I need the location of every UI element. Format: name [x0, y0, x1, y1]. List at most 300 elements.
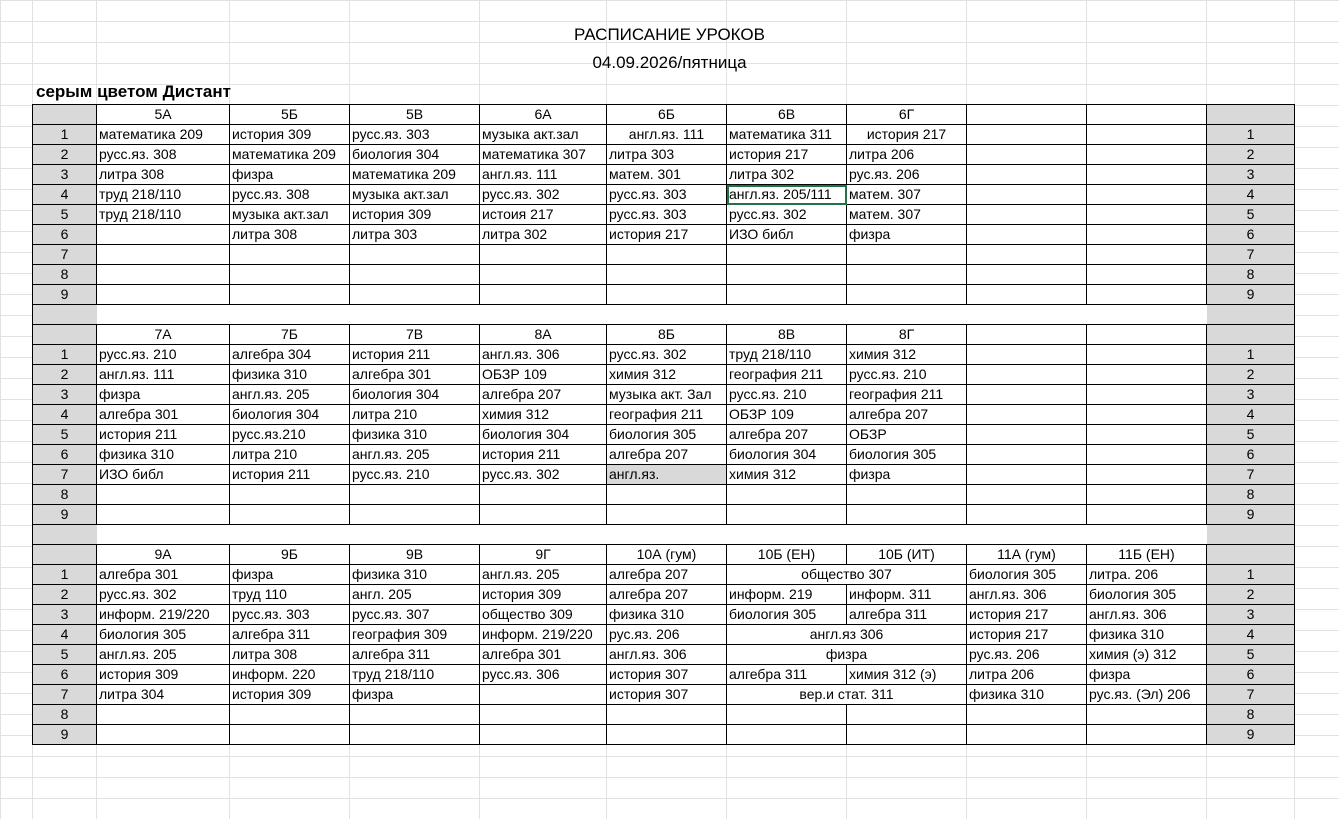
lesson-number-right[interactable]: 1 — [1207, 125, 1295, 145]
lesson-cell[interactable] — [967, 165, 1087, 185]
lesson-cell[interactable] — [607, 725, 727, 745]
lesson-cell[interactable]: биология 305 — [97, 625, 230, 645]
lesson-cell[interactable]: русс.яз. 306 — [480, 665, 607, 685]
lesson-cell[interactable]: рус.яз. (Эл) 206 — [1087, 685, 1207, 705]
separator-cell[interactable] — [1207, 525, 1295, 545]
lesson-number-right[interactable]: 8 — [1207, 705, 1295, 725]
lesson-cell[interactable]: биология 304 — [230, 405, 350, 425]
lesson-cell[interactable]: информ. 219 — [727, 585, 847, 605]
lesson-cell[interactable] — [1087, 485, 1207, 505]
class-header[interactable]: 6В — [727, 105, 847, 125]
lesson-number[interactable]: 4 — [33, 625, 97, 645]
lesson-cell[interactable] — [1087, 225, 1207, 245]
lesson-number-right[interactable]: 3 — [1207, 605, 1295, 625]
class-header[interactable] — [967, 105, 1087, 125]
lesson-cell[interactable]: математика 311 — [727, 125, 847, 145]
lesson-cell[interactable]: география 211 — [607, 405, 727, 425]
lesson-cell[interactable]: информ. 219/220 — [480, 625, 607, 645]
lesson-cell[interactable] — [847, 725, 967, 745]
lesson-cell[interactable] — [967, 725, 1087, 745]
lesson-cell[interactable]: информ. 219/220 — [97, 605, 230, 625]
lesson-cell[interactable] — [967, 185, 1087, 205]
lesson-cell[interactable] — [230, 485, 350, 505]
lesson-cell[interactable]: литра 304 — [97, 685, 230, 705]
separator-cell[interactable] — [480, 305, 607, 325]
lesson-cell[interactable]: литра 210 — [350, 405, 480, 425]
lesson-number[interactable]: 3 — [33, 165, 97, 185]
lesson-cell[interactable] — [607, 265, 727, 285]
lesson-cell[interactable]: англ.яз. 111 — [480, 165, 607, 185]
lesson-cell[interactable]: химия (э) 312 — [1087, 645, 1207, 665]
lesson-cell[interactable] — [350, 245, 480, 265]
lesson-cell[interactable]: история 307 — [607, 665, 727, 685]
lesson-cell[interactable]: математика 307 — [480, 145, 607, 165]
lesson-cell[interactable] — [967, 285, 1087, 305]
separator-cell[interactable] — [97, 305, 230, 325]
lesson-cell[interactable]: алгебра 207 — [847, 405, 967, 425]
lesson-cell[interactable]: русс.яз. 303 — [607, 205, 727, 225]
lesson-cell[interactable] — [847, 285, 967, 305]
lesson-cell[interactable]: англ.яз. 306 — [607, 645, 727, 665]
lesson-cell[interactable] — [480, 705, 607, 725]
lesson-cell[interactable]: история 217 — [607, 225, 727, 245]
lesson-cell[interactable]: труд 218/110 — [97, 185, 230, 205]
lesson-cell[interactable]: история 211 — [350, 345, 480, 365]
lesson-number-right[interactable]: 5 — [1207, 205, 1295, 225]
lesson-cell[interactable]: матем. 307 — [847, 185, 967, 205]
separator-cell[interactable] — [607, 525, 727, 545]
lesson-cell[interactable]: матем. 307 — [847, 205, 967, 225]
lesson-cell[interactable]: алгебра 311 — [230, 625, 350, 645]
lesson-number-right[interactable]: 7 — [1207, 685, 1295, 705]
lesson-cell[interactable]: ОБЗР 109 — [480, 365, 607, 385]
lesson-cell[interactable] — [97, 485, 230, 505]
lesson-cell[interactable]: русс.яз. 307 — [350, 605, 480, 625]
separator-cell[interactable] — [847, 305, 967, 325]
lesson-number[interactable]: 8 — [33, 705, 97, 725]
lesson-cell[interactable] — [350, 285, 480, 305]
class-header[interactable]: 5В — [350, 105, 480, 125]
row-number-cell[interactable] — [1207, 545, 1295, 565]
lesson-cell[interactable]: история 217 — [967, 605, 1087, 625]
lesson-cell[interactable]: русс.яз.210 — [230, 425, 350, 445]
lesson-cell[interactable]: алгебра 207 — [607, 565, 727, 585]
class-header[interactable] — [1087, 325, 1207, 345]
lesson-cell[interactable] — [967, 485, 1087, 505]
lesson-cell[interactable]: физра — [847, 465, 967, 485]
lesson-cell[interactable] — [350, 485, 480, 505]
lesson-number-right[interactable]: 1 — [1207, 345, 1295, 365]
lesson-cell[interactable]: физика 310 — [350, 425, 480, 445]
lesson-cell[interactable] — [1087, 345, 1207, 365]
lesson-cell[interactable]: литра 302 — [727, 165, 847, 185]
row-number-cell[interactable] — [33, 325, 97, 345]
lesson-cell[interactable] — [97, 505, 230, 525]
lesson-cell[interactable] — [1087, 385, 1207, 405]
lesson-cell[interactable]: русс.яз. 302 — [607, 345, 727, 365]
lesson-cell[interactable]: история 217 — [727, 145, 847, 165]
lesson-cell[interactable] — [97, 245, 230, 265]
class-header[interactable]: 9Г — [480, 545, 607, 565]
lesson-cell[interactable] — [1087, 445, 1207, 465]
lesson-number-right[interactable]: 6 — [1207, 445, 1295, 465]
class-header[interactable]: 7А — [97, 325, 230, 345]
lesson-cell[interactable]: русс.яз. 210 — [847, 365, 967, 385]
lesson-cell[interactable]: литра 206 — [847, 145, 967, 165]
class-header[interactable]: 10А (гум) — [607, 545, 727, 565]
class-header[interactable]: 5Б — [230, 105, 350, 125]
lesson-cell[interactable]: общество 309 — [480, 605, 607, 625]
lesson-cell[interactable]: англ.яз. 205 — [350, 445, 480, 465]
lesson-number[interactable]: 9 — [33, 725, 97, 745]
lesson-cell[interactable] — [967, 145, 1087, 165]
separator-cell[interactable] — [727, 305, 847, 325]
lesson-cell[interactable] — [967, 265, 1087, 285]
lesson-number[interactable]: 6 — [33, 225, 97, 245]
lesson-cell[interactable] — [97, 285, 230, 305]
lesson-cell[interactable]: литра. 206 — [1087, 565, 1207, 585]
lesson-number-right[interactable]: 2 — [1207, 585, 1295, 605]
lesson-cell[interactable]: физика 310 — [967, 685, 1087, 705]
lesson-cell[interactable]: физра — [97, 385, 230, 405]
lesson-cell[interactable]: физра — [847, 225, 967, 245]
lesson-cell[interactable] — [727, 725, 847, 745]
lesson-number-right[interactable]: 3 — [1207, 385, 1295, 405]
separator-cell[interactable] — [1207, 305, 1295, 325]
lesson-number[interactable]: 6 — [33, 665, 97, 685]
lesson-cell[interactable]: история 211 — [97, 425, 230, 445]
lesson-cell[interactable]: литра 206 — [967, 665, 1087, 685]
class-header[interactable]: 6Г — [847, 105, 967, 125]
separator-cell[interactable] — [967, 305, 1087, 325]
lesson-cell[interactable] — [1087, 145, 1207, 165]
lesson-cell[interactable]: физика 310 — [1087, 625, 1207, 645]
lesson-cell[interactable]: алгебра 311 — [727, 665, 847, 685]
lesson-number[interactable]: 2 — [33, 145, 97, 165]
separator-cell[interactable] — [847, 525, 967, 545]
lesson-cell[interactable]: физика 310 — [97, 445, 230, 465]
class-header[interactable]: 6Б — [607, 105, 727, 125]
lesson-cell[interactable]: история 307 — [607, 685, 727, 705]
lesson-number-right[interactable]: 6 — [1207, 225, 1295, 245]
lesson-cell[interactable]: биология 305 — [727, 605, 847, 625]
class-header[interactable]: 6А — [480, 105, 607, 125]
lesson-cell[interactable]: биология 305 — [607, 425, 727, 445]
lesson-cell[interactable]: история 309 — [350, 205, 480, 225]
lesson-cell[interactable] — [1087, 405, 1207, 425]
lesson-cell[interactable] — [607, 245, 727, 265]
lesson-cell[interactable] — [350, 265, 480, 285]
lesson-cell[interactable] — [607, 285, 727, 305]
lesson-number[interactable]: 7 — [33, 245, 97, 265]
lesson-cell[interactable] — [350, 725, 480, 745]
lesson-cell[interactable] — [967, 225, 1087, 245]
lesson-cell[interactable]: рус.яз. 206 — [847, 165, 967, 185]
lesson-cell[interactable]: история 217 — [967, 625, 1087, 645]
lesson-cell[interactable] — [1087, 245, 1207, 265]
class-header[interactable]: 8Б — [607, 325, 727, 345]
lesson-number[interactable]: 3 — [33, 385, 97, 405]
lesson-number[interactable]: 6 — [33, 445, 97, 465]
lesson-cell[interactable]: химия 312 — [727, 465, 847, 485]
lesson-cell[interactable] — [1087, 185, 1207, 205]
lesson-cell[interactable] — [480, 685, 607, 705]
lesson-cell[interactable]: география 211 — [847, 385, 967, 405]
lesson-cell[interactable]: англ.яз. 205 — [230, 385, 350, 405]
row-number-cell[interactable] — [1207, 105, 1295, 125]
merged-lesson-cell[interactable]: общество 307 — [727, 565, 967, 585]
lesson-cell[interactable] — [1087, 285, 1207, 305]
lesson-cell[interactable]: русс.яз. 210 — [97, 345, 230, 365]
lesson-cell[interactable]: русс.яз. 303 — [230, 605, 350, 625]
lesson-cell[interactable] — [727, 705, 847, 725]
lesson-cell[interactable]: алгебра 207 — [607, 585, 727, 605]
lesson-cell[interactable]: физра — [230, 565, 350, 585]
lesson-cell[interactable] — [847, 265, 967, 285]
class-header[interactable] — [1087, 105, 1207, 125]
lesson-number[interactable]: 1 — [33, 125, 97, 145]
merged-lesson-cell[interactable]: англ.яз 306 — [727, 625, 967, 645]
lesson-cell[interactable] — [967, 505, 1087, 525]
lesson-cell[interactable] — [967, 205, 1087, 225]
lesson-number[interactable]: 4 — [33, 405, 97, 425]
lesson-cell[interactable]: англ.яз. 205 — [480, 565, 607, 585]
lesson-cell[interactable] — [230, 265, 350, 285]
lesson-cell[interactable]: литра 308 — [97, 165, 230, 185]
lesson-cell[interactable]: музыка акт. Зал — [607, 385, 727, 405]
lesson-number[interactable]: 9 — [33, 505, 97, 525]
lesson-cell[interactable]: физра — [230, 165, 350, 185]
lesson-cell[interactable] — [350, 705, 480, 725]
lesson-cell[interactable]: литра 303 — [607, 145, 727, 165]
lesson-number-right[interactable]: 9 — [1207, 285, 1295, 305]
lesson-cell[interactable]: история 309 — [97, 665, 230, 685]
lesson-cell[interactable]: химия 312 (э) — [847, 665, 967, 685]
lesson-cell[interactable]: музыка акт.зал — [350, 185, 480, 205]
lesson-cell[interactable] — [967, 465, 1087, 485]
merged-lesson-cell[interactable]: вер.и стат. 311 — [727, 685, 967, 705]
selected-cell[interactable]: англ.яз. 205/111 — [727, 185, 847, 205]
lesson-number-right[interactable]: 5 — [1207, 645, 1295, 665]
lesson-cell[interactable] — [97, 225, 230, 245]
lesson-cell[interactable]: математика 209 — [350, 165, 480, 185]
lesson-number[interactable]: 7 — [33, 465, 97, 485]
lesson-cell[interactable] — [230, 285, 350, 305]
lesson-cell[interactable]: история 309 — [230, 125, 350, 145]
separator-cell[interactable] — [607, 305, 727, 325]
lesson-cell[interactable] — [967, 345, 1087, 365]
lesson-cell[interactable]: труд 110 — [230, 585, 350, 605]
lesson-cell[interactable]: биология 305 — [847, 445, 967, 465]
lesson-cell[interactable]: труд 218/110 — [97, 205, 230, 225]
lesson-cell[interactable]: биология 305 — [1087, 585, 1207, 605]
class-header[interactable]: 7В — [350, 325, 480, 345]
class-header[interactable]: 9В — [350, 545, 480, 565]
lesson-cell[interactable]: англ.яз. 111 — [97, 365, 230, 385]
lesson-number-right[interactable]: 4 — [1207, 185, 1295, 205]
lesson-cell[interactable] — [480, 725, 607, 745]
class-header[interactable]: 9Б — [230, 545, 350, 565]
lesson-cell[interactable]: ИЗО библ — [727, 225, 847, 245]
lesson-cell[interactable] — [967, 125, 1087, 145]
lesson-cell[interactable] — [967, 445, 1087, 465]
lesson-cell[interactable] — [727, 505, 847, 525]
lesson-cell[interactable] — [847, 485, 967, 505]
lesson-cell[interactable] — [230, 245, 350, 265]
lesson-number-right[interactable]: 6 — [1207, 665, 1295, 685]
lesson-cell[interactable] — [1087, 725, 1207, 745]
lesson-cell[interactable]: англ.яз. 111 — [607, 125, 727, 145]
lesson-cell[interactable]: литра 308 — [230, 225, 350, 245]
lesson-cell[interactable]: рус.яз. 206 — [967, 645, 1087, 665]
lesson-cell[interactable]: алгебра 301 — [97, 565, 230, 585]
lesson-cell[interactable]: русс.яз. 210 — [350, 465, 480, 485]
class-header[interactable]: 8Г — [847, 325, 967, 345]
lesson-number-right[interactable]: 8 — [1207, 485, 1295, 505]
lesson-cell[interactable]: матем. 301 — [607, 165, 727, 185]
lesson-cell[interactable] — [480, 285, 607, 305]
lesson-cell[interactable]: труд 218/110 — [727, 345, 847, 365]
lesson-number-right[interactable]: 4 — [1207, 405, 1295, 425]
row-number-cell[interactable] — [33, 105, 97, 125]
lesson-cell[interactable]: алгебра 301 — [350, 365, 480, 385]
lesson-number-right[interactable]: 9 — [1207, 725, 1295, 745]
lesson-cell[interactable]: алгебра 207 — [607, 445, 727, 465]
separator-cell[interactable] — [97, 525, 230, 545]
lesson-cell[interactable]: биология 304 — [350, 385, 480, 405]
lesson-number-right[interactable]: 7 — [1207, 465, 1295, 485]
separator-cell[interactable] — [1087, 525, 1207, 545]
class-header[interactable]: 9А — [97, 545, 230, 565]
lesson-cell[interactable]: история 309 — [480, 585, 607, 605]
lesson-cell[interactable]: информ. 220 — [230, 665, 350, 685]
lesson-cell[interactable] — [967, 365, 1087, 385]
lesson-number-right[interactable]: 5 — [1207, 425, 1295, 445]
lesson-number[interactable]: 8 — [33, 485, 97, 505]
separator-cell[interactable] — [480, 525, 607, 545]
lesson-cell[interactable] — [97, 725, 230, 745]
lesson-number[interactable]: 5 — [33, 425, 97, 445]
lesson-number-right[interactable]: 9 — [1207, 505, 1295, 525]
separator-cell[interactable] — [967, 525, 1087, 545]
lesson-number-right[interactable]: 8 — [1207, 265, 1295, 285]
lesson-cell[interactable]: истоия 217 — [480, 205, 607, 225]
lesson-cell[interactable]: информ. 311 — [847, 585, 967, 605]
separator-cell[interactable] — [33, 525, 97, 545]
lesson-cell[interactable]: биология 304 — [727, 445, 847, 465]
class-header[interactable]: 8А — [480, 325, 607, 345]
lesson-number[interactable]: 8 — [33, 265, 97, 285]
lesson-cell[interactable]: биология 304 — [480, 425, 607, 445]
lesson-number-right[interactable]: 2 — [1207, 145, 1295, 165]
lesson-cell[interactable]: русс.яз. 308 — [230, 185, 350, 205]
lesson-cell[interactable]: физика 310 — [350, 565, 480, 585]
lesson-number[interactable]: 5 — [33, 645, 97, 665]
lesson-cell[interactable] — [1087, 705, 1207, 725]
lesson-number[interactable]: 5 — [33, 205, 97, 225]
lesson-cell[interactable] — [607, 485, 727, 505]
lesson-number[interactable]: 4 — [33, 185, 97, 205]
lesson-cell[interactable] — [847, 505, 967, 525]
lesson-cell[interactable]: русс.яз. 303 — [607, 185, 727, 205]
row-number-cell[interactable] — [1207, 325, 1295, 345]
lesson-number[interactable]: 7 — [33, 685, 97, 705]
lesson-cell[interactable] — [230, 725, 350, 745]
lesson-cell[interactable] — [1087, 205, 1207, 225]
lesson-cell[interactable]: биология 304 — [350, 145, 480, 165]
lesson-cell[interactable] — [480, 505, 607, 525]
lesson-cell[interactable] — [967, 385, 1087, 405]
lesson-cell[interactable]: алгебра 311 — [847, 605, 967, 625]
lesson-cell[interactable]: русс.яз. 308 — [97, 145, 230, 165]
lesson-cell[interactable]: русс.яз. 302 — [727, 205, 847, 225]
lesson-cell[interactable]: ОБЗР — [847, 425, 967, 445]
lesson-cell[interactable]: история 309 — [230, 685, 350, 705]
lesson-cell[interactable]: музыка акт.зал — [230, 205, 350, 225]
lesson-cell[interactable] — [1087, 365, 1207, 385]
lesson-cell[interactable]: география 309 — [350, 625, 480, 645]
lesson-cell[interactable] — [480, 265, 607, 285]
lesson-number-right[interactable]: 2 — [1207, 365, 1295, 385]
lesson-cell[interactable]: история 211 — [230, 465, 350, 485]
lesson-cell[interactable] — [230, 705, 350, 725]
lesson-cell[interactable]: литра 302 — [480, 225, 607, 245]
lesson-cell[interactable] — [967, 405, 1087, 425]
lesson-cell[interactable]: алгебра 207 — [480, 385, 607, 405]
lesson-cell[interactable]: русс.яз. 303 — [350, 125, 480, 145]
class-header[interactable]: 10Б (ИТ) — [847, 545, 967, 565]
separator-cell[interactable] — [33, 305, 97, 325]
lesson-cell[interactable]: алгебра 311 — [350, 645, 480, 665]
class-header[interactable]: 10Б (ЕН) — [727, 545, 847, 565]
lesson-cell[interactable]: физра — [350, 685, 480, 705]
class-header[interactable]: 11Б (ЕН) — [1087, 545, 1207, 565]
lesson-number[interactable]: 3 — [33, 605, 97, 625]
lesson-cell[interactable] — [230, 505, 350, 525]
lesson-cell[interactable] — [1087, 125, 1207, 145]
lesson-cell[interactable]: ИЗО библ — [97, 465, 230, 485]
lesson-cell[interactable] — [480, 245, 607, 265]
lesson-cell[interactable] — [727, 265, 847, 285]
separator-cell[interactable] — [1087, 305, 1207, 325]
lesson-cell[interactable]: англ.яз. 306 — [480, 345, 607, 365]
lesson-cell[interactable]: литра 308 — [230, 645, 350, 665]
lesson-cell[interactable]: русс.яз. 302 — [97, 585, 230, 605]
lesson-cell[interactable]: русс.яз. 302 — [480, 185, 607, 205]
lesson-cell[interactable]: алгебра 304 — [230, 345, 350, 365]
lesson-cell[interactable]: рус.яз. 206 — [607, 625, 727, 645]
merged-lesson-cell[interactable]: физра — [727, 645, 967, 665]
lesson-cell[interactable]: англ.яз. 306 — [1087, 605, 1207, 625]
row-number-cell[interactable] — [33, 545, 97, 565]
lesson-cell[interactable]: физра — [1087, 665, 1207, 685]
lesson-cell[interactable]: литра 210 — [230, 445, 350, 465]
lesson-cell[interactable]: алгебра 207 — [727, 425, 847, 445]
lesson-number[interactable]: 2 — [33, 585, 97, 605]
lesson-cell[interactable] — [97, 265, 230, 285]
lesson-cell[interactable]: алгебра 301 — [480, 645, 607, 665]
lesson-cell[interactable]: история 211 — [480, 445, 607, 465]
lesson-cell[interactable] — [1087, 265, 1207, 285]
lesson-cell[interactable]: география 211 — [727, 365, 847, 385]
separator-cell[interactable] — [230, 525, 350, 545]
lesson-cell[interactable] — [967, 425, 1087, 445]
lesson-cell[interactable]: англ.яз. 205 — [97, 645, 230, 665]
lesson-cell[interactable] — [967, 245, 1087, 265]
lesson-cell[interactable]: ОБЗР 109 — [727, 405, 847, 425]
lesson-number-right[interactable]: 1 — [1207, 565, 1295, 585]
lesson-cell[interactable]: литра 303 — [350, 225, 480, 245]
